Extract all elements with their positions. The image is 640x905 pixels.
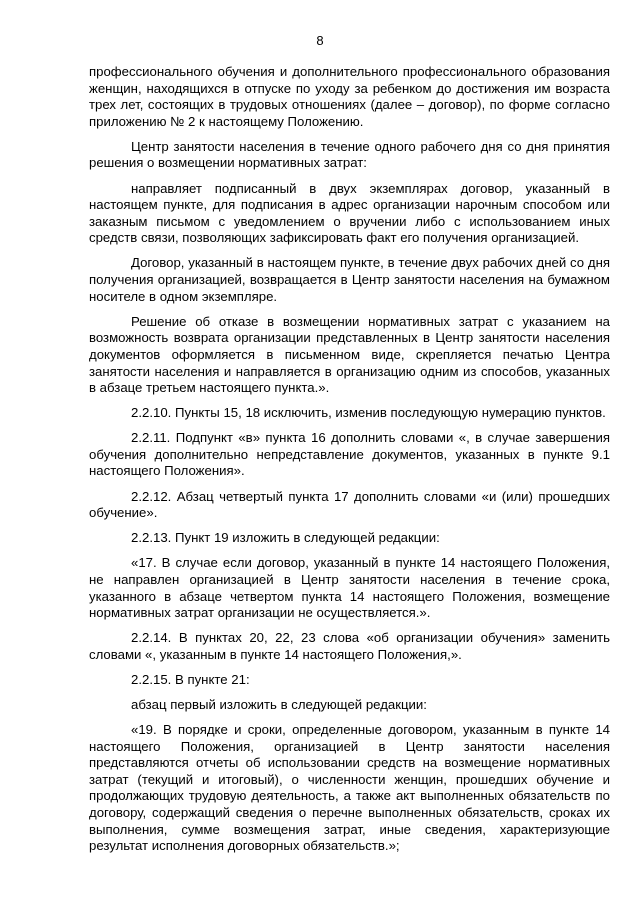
paragraph-2-2-14: 2.2.14. В пунктах 20, 22, 23 слова «об организации обучения» заменить словами «, указанным в пункте 14 настоящего Положения,». xyxy=(89,630,610,662)
paragraph-2-2-13: 2.2.13. Пункт 19 изложить в следующей редакции: xyxy=(131,530,440,546)
paragraph-quote-17: «17. В случае если договор, указанный в пункте 14 настоящего Положения, не направлен организацией в Центр занятости населения в течение срока, указанного в абзаце четвертом пункта 14 настоящего Положения, возмещение нормативных затрат организации не осуществляется.». xyxy=(89,555,610,621)
paragraph-contract-return: Договор, указанный в настоящем пункте, в течение двух рабочих дней со дня получения организацией, возвращается в Центр занятости населения на бумажном носителе в одном экземпляре. xyxy=(89,255,610,304)
paragraph-2-2-12: 2.2.12. Абзац четвертый пункта 17 дополнить словами «и (или) прошедших обучение». xyxy=(89,488,610,521)
page-number: 8 xyxy=(316,33,324,48)
paragraph-quote-19: «19. В порядке и сроки, определенные договором, указанным в пункте 14 настоящего Положения, организацией в Центр занятости населения представляются отчеты об использовании средств на возмещение нормативных затрат (текущий и итоговый), о численности женщин, прошедших обучение и продолжающих трудовую деятельность, а также акт выполненных обязательств по договору, содержащий сведения о перечне выполненных обязательств, сроках их выполнения, сумме возмещения затрат, иные сведения, характеризующие результат исполнения договорных обязательств.»; xyxy=(89,722,610,854)
document-body xyxy=(89,64,610,863)
paragraph-2-2-10: 2.2.10. Пункты 15, 18 исключить, изменив последующую нумерацию пунктов. xyxy=(131,405,606,421)
paragraph-employment-center-decision: Центр занятости населения в течение одного рабочего дня со дня принятия решения о возмещении нормативных затрат: xyxy=(89,138,610,171)
paragraph-sends-contract: направляет подписанный в двух экземплярах договор, указанный в настоящем пункте, для подписания в адрес организации нарочным способом или заказным письмом с уведомлением о вручении либо с использованием иных средств связи, позволяющих зафиксировать факт его получения организацией. xyxy=(89,180,610,246)
paragraph-refusal-decision: Решение об отказе в возмещении нормативных затрат с указанием на возможность возврата организации представленных в Центр занятости населения документов оформляется в письменном виде, скрепляется печатью Центра занятости населения и направляется в организацию одним из способов, указанных в абзаце третьем настоящего пункта.». xyxy=(89,313,610,396)
paragraph-2-2-11: 2.2.11. Подпункт «в» пункта 16 дополнить словами «, в случае завершения обучения дополнительно непредставление документов, указанных в пункте 9.1 настоящего Положения». xyxy=(89,430,610,479)
paragraph-2-2-15: 2.2.15. В пункте 21: xyxy=(131,671,250,687)
paragraph-first-clause: абзац первый изложить в следующей редакции: xyxy=(131,697,427,712)
paragraph-continuation: профессионального обучения и дополнительного профессионального образования женщин, находящихся в отпуске по уходу за ребенком до достижения им возраста трех лет, состоящих в трудовых отношениях (далее – договор), по форме согласно приложению № 2 к настоящему Положению. xyxy=(89,64,610,129)
